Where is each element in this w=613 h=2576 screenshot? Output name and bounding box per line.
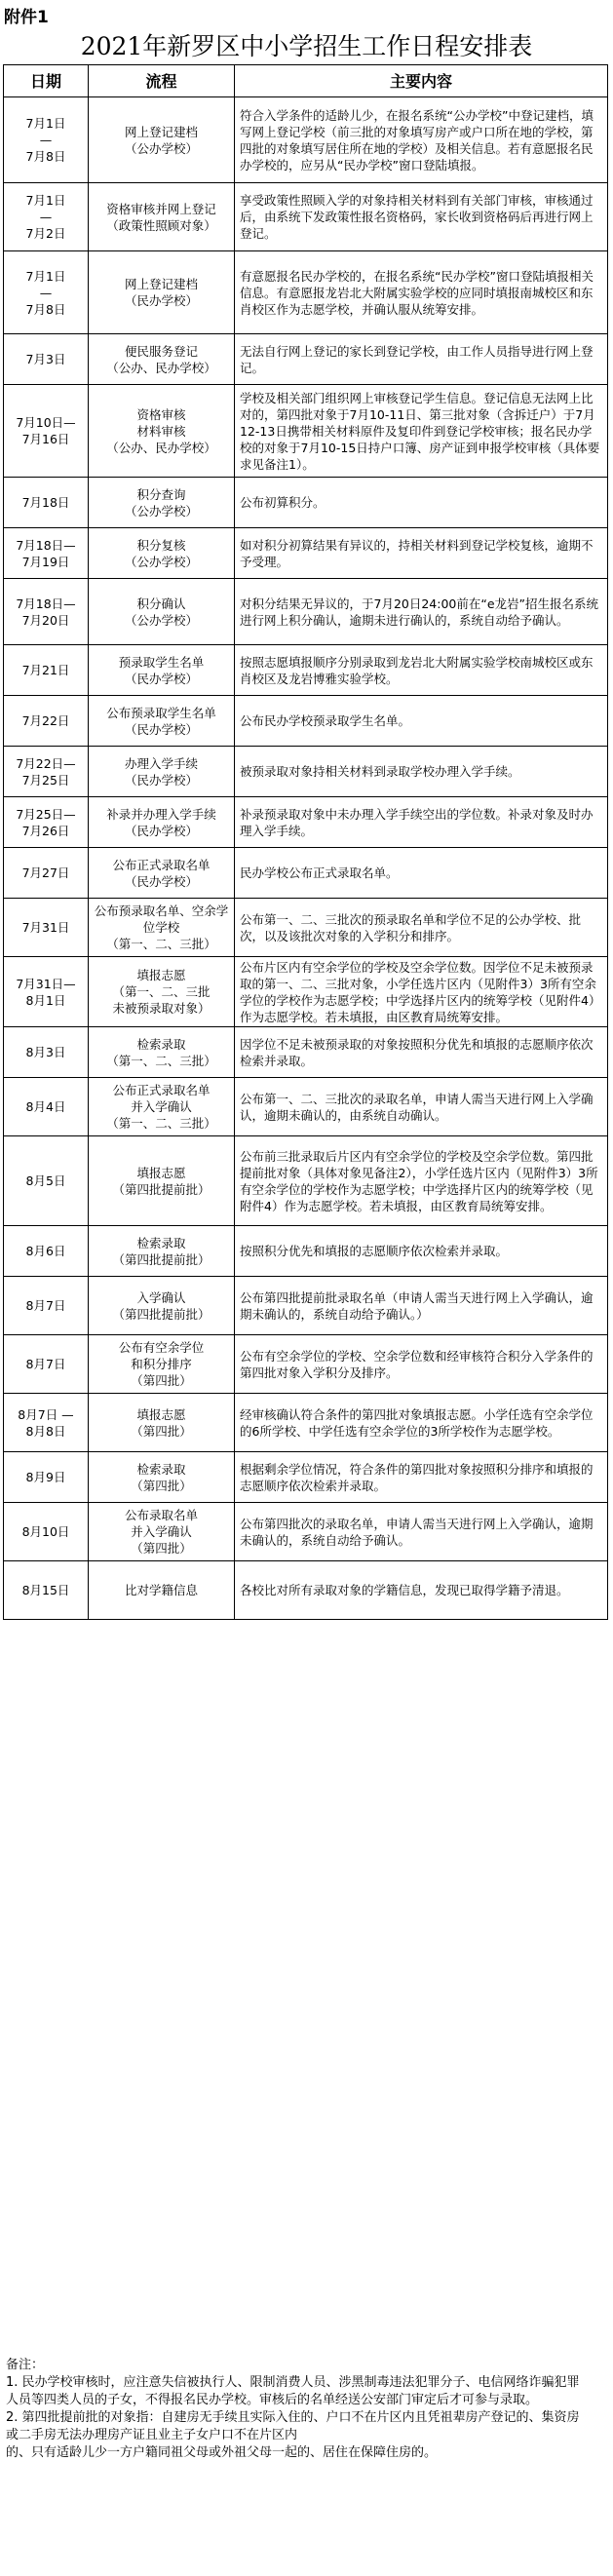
note-item: 的、只有适龄儿少一方户籍同祖父母或外祖父母一起的、居住在保障住房的。: [6, 2445, 438, 2460]
cell-process: 补录并办理入学手续 （民办学校）: [89, 797, 235, 848]
cell-date: 7月1日 — 7月8日: [4, 97, 89, 183]
cell-content: 因学位不足未被预录取的对象按照积分优先和填报的志愿顺序依次检索并录取。: [235, 1027, 608, 1078]
cell-date: 7月18日— 7月20日: [4, 579, 89, 645]
header-process: 流程: [89, 65, 235, 97]
cell-content: 公布片区内有空余学位的学校及空余学位数。因学位不足未被预录取的第一、二、三批对象，小学任选片区内（见附件3）3所有空余学位的学校作为志愿学校；中学选择片区内的统筹学校（见附件4）作为志愿学校。若未填报，由区教育局统筹安排。: [235, 957, 608, 1027]
cell-content: 经审核确认符合条件的第四批对象填报志愿。小学任选有空余学位的6所学校、中学任选有空余学位的3所学校作为志愿学校。: [235, 1394, 608, 1452]
table-header-row: [4, 65, 608, 97]
cell-date: 8月10日: [4, 1503, 89, 1561]
cell-content: 民办学校公布正式录取名单。: [235, 848, 608, 899]
cell-content: 公布初算积分。: [235, 478, 608, 528]
cell-date: 7月18日— 7月19日: [4, 528, 89, 579]
table-row: [4, 957, 608, 1027]
table-row: [4, 334, 608, 385]
cell-date: 7月3日: [4, 334, 89, 385]
cell-process: 检索录取 （第四批）: [89, 1452, 235, 1503]
note-item: 2. 第四批提前批的对象指：自建房无手续且实际入住的、户口不在片区内且凭祖辈房产登记的、集资房或二手房无法办理房产证且业主子女户口不在片区内: [6, 2410, 580, 2442]
cell-process: 积分查询 （公办学校）: [89, 478, 235, 528]
cell-date: 8月9日: [4, 1452, 89, 1503]
cell-process: 比对学籍信息: [89, 1561, 235, 1620]
cell-process: 公布有空余学位 和积分排序 （第四批）: [89, 1335, 235, 1394]
cell-process: 公布正式录取名单 （民办学校）: [89, 848, 235, 899]
table-row: [4, 183, 608, 251]
cell-date: 8月7日: [4, 1335, 89, 1394]
table-row: [4, 645, 608, 696]
cell-process: 积分确认 （公办学校）: [89, 579, 235, 645]
table-row: [4, 478, 608, 528]
cell-content: 享受政策性照顾入学的对象持相关材料到有关部门审核，审核通过后，由系统下发政策性报名资格码，家长收到资格码后再进行网上登记。: [235, 183, 608, 251]
cell-process: 填报志愿 （第四批提前批）: [89, 1136, 235, 1226]
cell-date: 8月7日: [4, 1277, 89, 1335]
cell-process: 入学确认 （第四批提前批）: [89, 1277, 235, 1335]
cell-content: 有意愿报名民办学校的，在报名系统“民办学校”窗口登陆填报相关信息。有意愿报龙岩北大附属实验学校的应同时填报南城校区和东肖校区作为志愿学校，并确认服从统筹安排。: [235, 251, 608, 334]
cell-content: 如对积分初算结果有异议的，持相关材料到登记学校复核，逾期不予受理。: [235, 528, 608, 579]
cell-content: 按照志愿填报顺序分别录取到龙岩北大附属实验学校南城校区或东肖校区及龙岩博雅实验学校。: [235, 645, 608, 696]
table-row: [4, 1503, 608, 1561]
cell-content: 被预录取对象持相关材料到录取学校办理入学手续。: [235, 747, 608, 797]
cell-date: 7月27日: [4, 848, 89, 899]
notes: [6, 2357, 591, 2462]
cell-date: 7月21日: [4, 645, 89, 696]
table-row: [4, 747, 608, 797]
table-row: [4, 696, 608, 747]
cell-process: 网上登记建档 （民办学校）: [89, 251, 235, 334]
cell-process: 资格审核并网上登记 （政策性照顾对象）: [89, 183, 235, 251]
table-row: [4, 899, 608, 957]
table-row: [4, 1561, 608, 1620]
cell-content: 对积分结果无异议的，于7月20日24:00前在“e龙岩”招生报名系统进行网上积分确认，逾期未进行确认的，系统自动给予确认。: [235, 579, 608, 645]
attachment-label: 附件1: [4, 8, 49, 27]
cell-process: 公布预录取名单、空余学位学校 （第一、二、三批）: [89, 899, 235, 957]
cell-content: 公布有空余学位的学校、空余学位数和经审核符合积分入学条件的第四批对象入学积分及排序。: [235, 1335, 608, 1394]
page-title: 2021年新罗区中小学招生工作日程安排表: [80, 32, 533, 60]
cell-date: 7月31日— 8月1日: [4, 957, 89, 1027]
note-item: 1. 民办学校审核时，应注意失信被执行人、限制消费人员、涉黑制毒违法犯罪分子、电信网络诈骗犯罪人员等四类人员的子女，不得报名民办学校。审核后的名单经送公安部门审定后才可参与录取。: [6, 2375, 580, 2407]
cell-content: 符合入学条件的适龄儿少，在报名系统“公办学校”中登记建档，填写网上登记学校（前三批的对象填写房产或户口所在地的学校，第四批的对象填写居住所在地的学校）及相关信息。若有意愿报名民办学校的，应另从“民办学校”窗口登陆填报。: [235, 97, 608, 183]
cell-date: 7月18日: [4, 478, 89, 528]
cell-date: 7月1日 — 7月8日: [4, 251, 89, 334]
header-content: 主要内容: [235, 65, 608, 97]
cell-date: 8月5日: [4, 1136, 89, 1226]
cell-date: 7月22日— 7月25日: [4, 747, 89, 797]
cell-content: 补录预录取对象中未办理入学手续空出的学位数。补录对象及时办理入学手续。: [235, 797, 608, 848]
table-row: [4, 579, 608, 645]
table-row: [4, 1226, 608, 1277]
cell-process: 预录取学生名单 （民办学校）: [89, 645, 235, 696]
cell-process: 网上登记建档 （公办学校）: [89, 97, 235, 183]
cell-process: 积分复核 （公办学校）: [89, 528, 235, 579]
table-row: [4, 1027, 608, 1078]
table-row: [4, 797, 608, 848]
table-row: [4, 251, 608, 334]
table-row: [4, 385, 608, 478]
table-row: [4, 97, 608, 183]
cell-date: 8月7日 — 8月8日: [4, 1394, 89, 1452]
cell-process: 检索录取 （第四批提前批）: [89, 1226, 235, 1277]
cell-date: 7月22日: [4, 696, 89, 747]
table-row: [4, 528, 608, 579]
cell-date: 7月25日— 7月26日: [4, 797, 89, 848]
cell-process: 办理入学手续 （民办学校）: [89, 747, 235, 797]
table-row: [4, 1078, 608, 1136]
cell-content: 按照积分优先和填报的志愿顺序依次检索并录取。: [235, 1226, 608, 1277]
notes-heading: 备注：: [6, 2358, 45, 2372]
cell-content: 各校比对所有录取对象的学籍信息，发现已取得学籍予清退。: [235, 1561, 608, 1620]
cell-content: 公布第四批提前批录取名单（申请人需当天进行网上入学确认，逾期未确认的，系统自动给予确认。）: [235, 1277, 608, 1335]
cell-process: 便民服务登记 （公办、民办学校）: [89, 334, 235, 385]
cell-date: 8月15日: [4, 1561, 89, 1620]
cell-content: 公布前三批录取后片区内有空余学位的学校及空余学位数。第四批提前批对象（具体对象见备注2），小学任选片区内（见附件3）3所有空余学位的学校作为志愿学校；中学选择片区内的统筹学校（见附件4）作为志愿学校。若未填报，由区教育局统筹安排。: [235, 1136, 608, 1226]
table-row: [4, 1277, 608, 1335]
cell-process: 公布正式录取名单 并入学确认 （第一、二、三批）: [89, 1078, 235, 1136]
cell-content: 公布第四批次的录取名单，申请人需当天进行网上入学确认，逾期未确认的，系统自动给予确认。: [235, 1503, 608, 1561]
table-row: [4, 848, 608, 899]
cell-date: 8月6日: [4, 1226, 89, 1277]
cell-process: 检索录取 （第一、二、三批）: [89, 1027, 235, 1078]
table-row: [4, 1335, 608, 1394]
cell-date: 7月10日— 7月16日: [4, 385, 89, 478]
cell-date: 7月31日: [4, 899, 89, 957]
table-row: [4, 1452, 608, 1503]
table-row: [4, 1136, 608, 1226]
cell-date: 8月3日: [4, 1027, 89, 1078]
cell-content: 公布第一、二、三批次的录取名单，申请人需当天进行网上入学确认，逾期未确认的，由系统自动确认。: [235, 1078, 608, 1136]
cell-date: 7月1日 — 7月2日: [4, 183, 89, 251]
cell-content: 公布民办学校预录取学生名单。: [235, 696, 608, 747]
cell-process: 公布预录取学生名单 （民办学校）: [89, 696, 235, 747]
cell-process: 资格审核 材料审核 （公办、民办学校）: [89, 385, 235, 478]
cell-process: 公布录取名单 并入学确认 （第四批）: [89, 1503, 235, 1561]
cell-content: 无法自行网上登记的家长到登记学校，由工作人员指导进行网上登记。: [235, 334, 608, 385]
schedule-table: [3, 64, 608, 1620]
header-date: 日期: [4, 65, 89, 97]
table-row: [4, 1394, 608, 1452]
cell-process: 填报志愿 （第四批）: [89, 1394, 235, 1452]
cell-content: 学校及相关部门组织网上审核登记学生信息。登记信息无法网上比对的，第四批对象于7月10-11日、第三批对象（含拆迁户）于7月12-13日携带相关材料原件及复印件到登记学校审核；报名民办学校的对象于7月10-15日持户口簿、房产证到申报学校审核（具体要求见备注1）。: [235, 385, 608, 478]
cell-date: 8月4日: [4, 1078, 89, 1136]
cell-content: 根据剩余学位情况，符合条件的第四批对象按照积分排序和填报的志愿顺序依次检索并录取。: [235, 1452, 608, 1503]
cell-process: 填报志愿 （第一、二、三批 未被预录取对象）: [89, 957, 235, 1027]
cell-content: 公布第一、二、三批次的预录取名单和学位不足的公办学校、批次，以及该批次对象的入学积分和排序。: [235, 899, 608, 957]
